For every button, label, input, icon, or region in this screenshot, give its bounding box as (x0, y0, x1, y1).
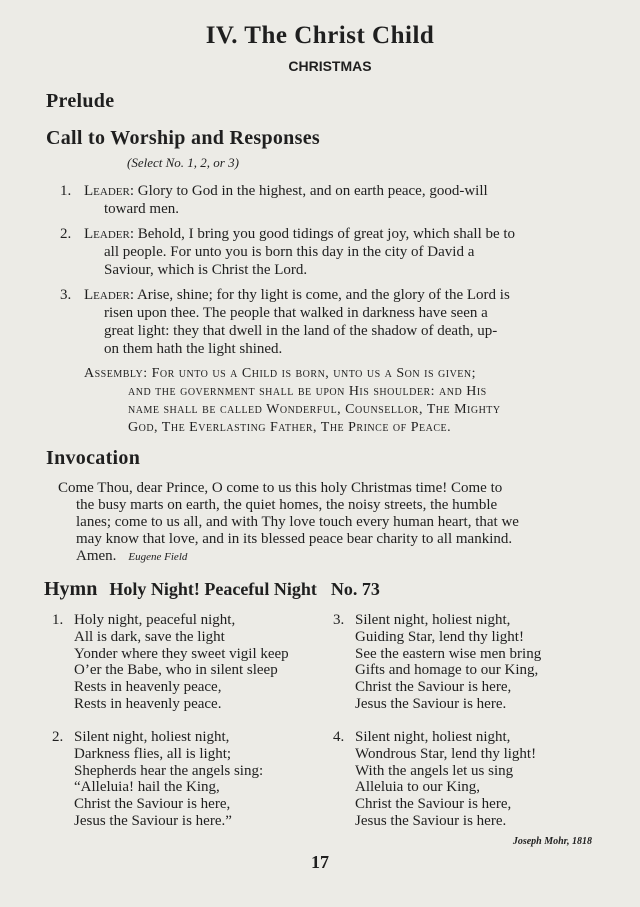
prelude-heading: Prelude (46, 90, 115, 112)
response-number: 2. (60, 226, 72, 242)
stanza-line: Jesus the Saviour is here. (355, 812, 507, 829)
invocation-line: lanes; come to us all, and with Thy love touch every human heart, that we (76, 514, 519, 530)
stanza-line: With the angels let us sing (355, 762, 514, 779)
stanza-line: Jesus the Saviour is here.” (74, 812, 232, 829)
response-line: great light: they that dwell in the land of the shadow of death, up- (104, 323, 498, 339)
response-number: 3. (60, 287, 72, 303)
stanza-line: Darkness flies, all is light; (74, 745, 232, 762)
response-line: all people. For unto you is born this day in the city of David a (104, 244, 475, 260)
hymn-stanza-2 (52, 729, 263, 830)
stanza-line: Gifts and homage to our King, (355, 662, 539, 679)
stanza-line: Shepherds hear the angels sing: (74, 762, 264, 779)
response-number: 1. (60, 183, 72, 199)
assembly-response (84, 365, 614, 437)
call-to-worship-heading: Call to Worship and Responses (46, 127, 320, 149)
invocation-heading: Invocation (46, 447, 141, 469)
invocation-line: the busy marts on earth, the quiet homes, the noisy streets, the humble (76, 497, 498, 513)
stanza-line: Christ the Saviour is here, (355, 679, 512, 696)
response-line: toward men. (104, 201, 179, 217)
invocation-line: Come Thou, dear Prince, O come to us this holy Christmas time! Come to (58, 480, 503, 496)
stanza-line: Rests in heavenly peace, (74, 679, 222, 696)
invocation-author: Eugene Field (128, 551, 188, 563)
assembly-line: God, The Everlasting Father, The Prince of Peace. (128, 420, 452, 435)
stanza-number: 1. (52, 612, 64, 628)
hymn-label: Hymn (44, 578, 98, 600)
stanza-line: Holy night, peaceful night, (74, 612, 236, 628)
stanza-line: Guiding Star, lend thy light! (355, 628, 524, 645)
hymn-composer: Joseph Mohr, 1818 (512, 836, 592, 847)
stanza-line: Alleluia to our King, (355, 779, 480, 796)
stanza-line: Rests in heavenly peace. (74, 695, 222, 712)
stanza-line: Silent night, holiest night, (355, 612, 511, 628)
stanza-line: “Alleluia! hail the King, (74, 779, 220, 796)
response-line: Saviour, which is Christ the Lord. (104, 262, 308, 278)
stanza-line: Christ the Saviour is here, (74, 796, 231, 813)
assembly-line: and the government shall be upon His shoulder: and His (128, 384, 487, 399)
stanza-number: 3. (333, 612, 345, 628)
invocation-line: may know that love, and in its blessed peace bear charity to all mankind. (76, 531, 513, 547)
response-line: Glory to God in the highest, and on earth peace, good-will (137, 183, 488, 199)
hymn-stanza-4 (333, 729, 536, 830)
stanza-line: O’er the Babe, who in silent sleep (74, 662, 278, 679)
call-selection-note: (Select No. 1, 2, or 3) (127, 155, 239, 170)
response-line: on them hath the light shined. (104, 341, 283, 357)
assembly-line: Assembly: For unto us a Child is born, unto us a Son is given; (84, 366, 477, 381)
response-speaker: Leader: (84, 226, 134, 242)
response-speaker: Leader: (84, 287, 134, 303)
response-1 (60, 182, 616, 218)
response-speaker: Leader: (84, 183, 134, 199)
hymn-stanza-3 (333, 612, 541, 713)
stanza-line: Christ the Saviour is here, (355, 796, 512, 813)
page-subtitle: CHRISTMAS (288, 58, 372, 74)
page-number: 17 (311, 852, 329, 872)
hymn-number: No. 73 (330, 579, 380, 599)
invocation-text (58, 480, 616, 566)
hymn-heading (44, 578, 380, 601)
hymn-title: Holy Night! Peaceful Night (109, 579, 317, 599)
response-line: Behold, I bring you good tidings of great joy, which shall be to (137, 226, 516, 242)
page-title: IV. The Christ Child (205, 22, 435, 49)
response-line: Arise, shine; for thy light is come, and the glory of the Lord is (136, 287, 510, 303)
stanza-line: Wondrous Star, lend thy light! (355, 745, 537, 762)
response-3 (60, 286, 616, 358)
stanza-line: All is dark, save the light (74, 628, 225, 645)
invocation-line: Amen. (76, 548, 117, 564)
stanza-line: Jesus the Saviour is here. (355, 695, 507, 712)
stanza-number: 4. (333, 729, 345, 745)
response-2 (60, 225, 616, 279)
stanza-line: Silent night, holiest night, (74, 729, 230, 745)
stanza-line: See the eastern wise men bring (355, 645, 542, 662)
response-line: risen upon thee. The people that walked in darkness have seen a (104, 305, 488, 321)
assembly-line: name shall be called Wonderful, Counsellor, The Mighty (128, 402, 501, 417)
stanza-line: Yonder where they sweet vigil keep (74, 645, 289, 662)
hymn-stanza-1 (52, 612, 289, 713)
stanza-line: Silent night, holiest night, (355, 729, 511, 745)
stanza-number: 2. (52, 729, 64, 745)
